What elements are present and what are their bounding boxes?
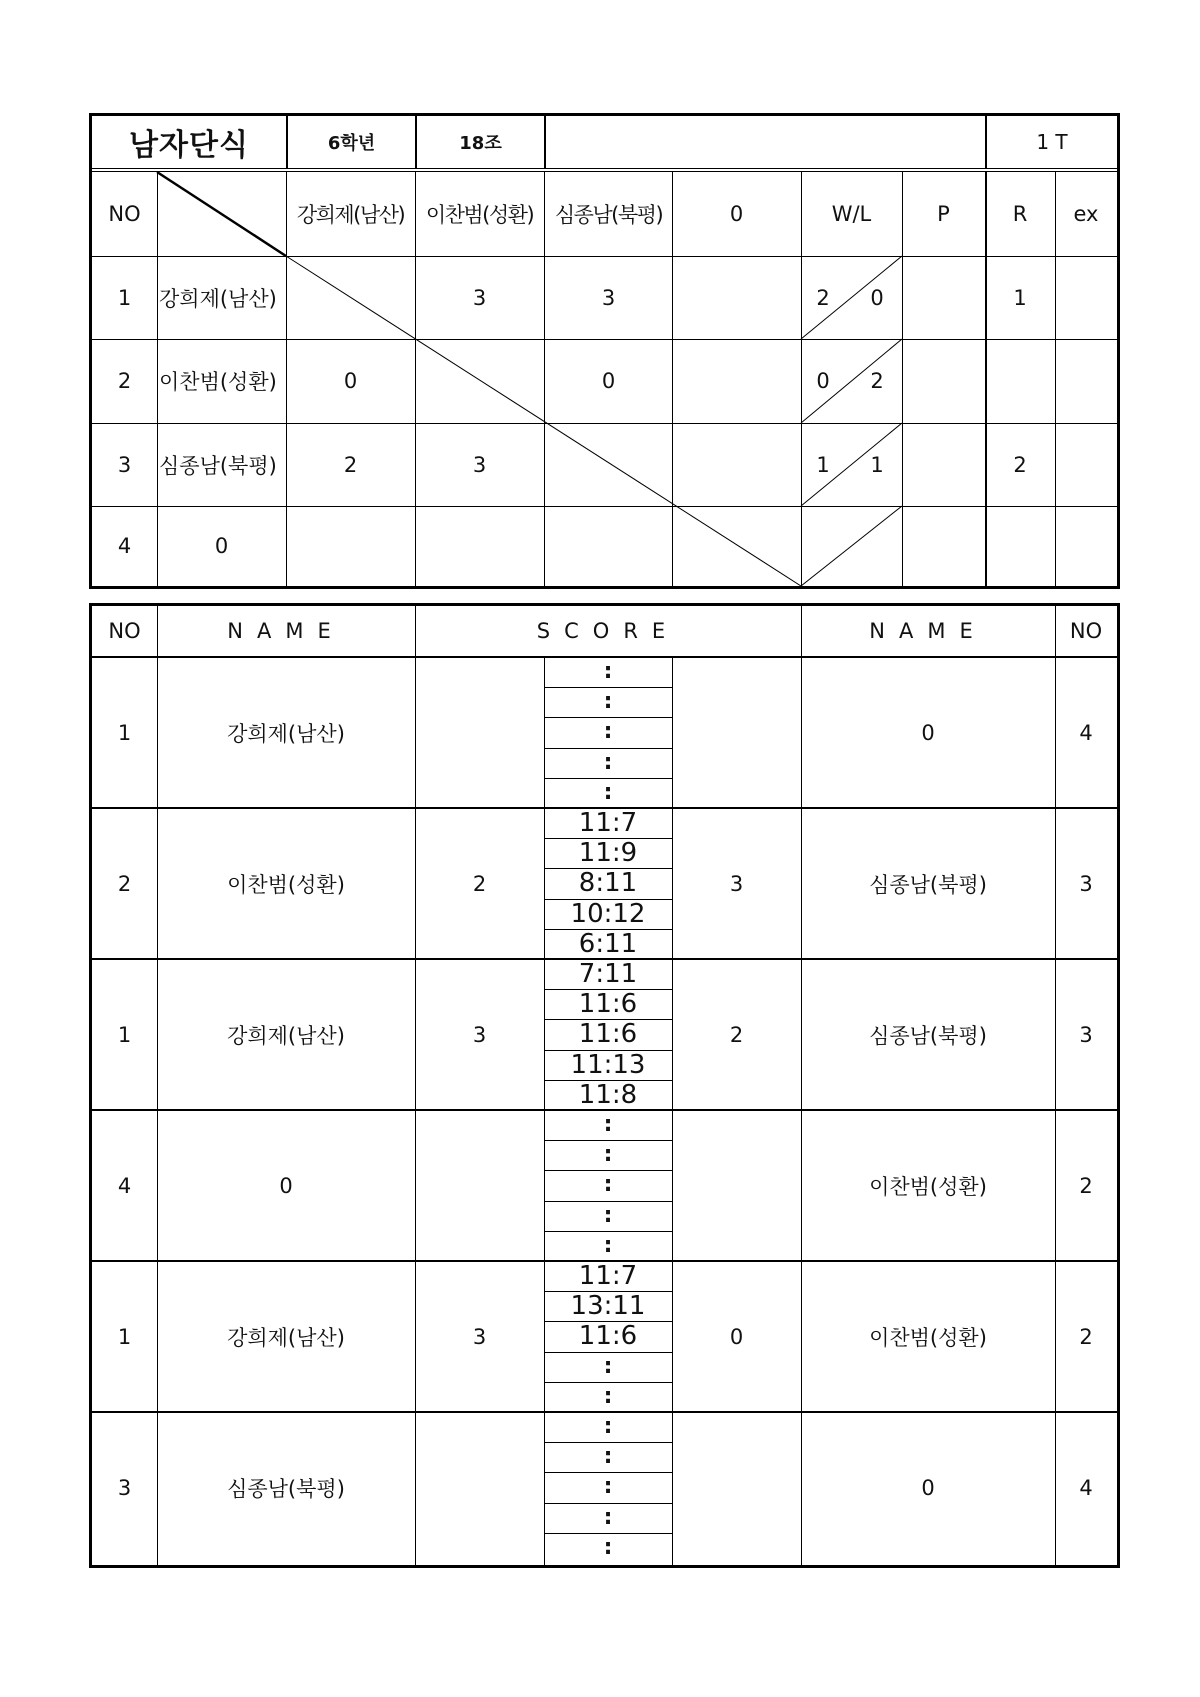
game-score: 11:7 [578,1261,638,1292]
points [902,339,985,423]
match-name-left: 심종남(북평) [227,1476,345,1501]
result-cell: 0 [601,369,616,393]
match-name-left: 강희제(남산) [227,1325,345,1350]
game-score: : [603,1202,613,1228]
result-cell [544,423,673,506]
match-no-left: 3 [117,1475,132,1500]
points [902,506,985,586]
game-score: 11:6 [578,989,638,1020]
match-sets-left [415,657,544,808]
points [902,423,985,506]
game-score: 11:6 [578,1321,638,1352]
match-table [89,603,1120,1568]
result-cell [672,256,801,339]
game-score: : [603,1414,613,1440]
match-name-right: 심종남(북평) [869,872,987,897]
row-player-name: 심종남(북평) [159,453,277,478]
result-cell: 2 [343,452,358,477]
match-sets-right [672,1110,801,1261]
grade-label: 6학년 [286,116,415,168]
match-name-left: 0 [279,1173,293,1198]
game-score: : [603,1383,613,1409]
game-score: 10:12 [570,898,646,929]
match-no-left: 2 [117,871,132,896]
match-sets-left [415,1412,544,1563]
match-sets-right: 0 [729,1324,744,1349]
league-table [89,113,1120,589]
match-no-right: 4 [1079,720,1093,745]
row-no: 2 [117,369,132,393]
row-no: 4 [117,534,132,558]
game-score: 7:11 [578,959,638,990]
match-name-right: 심종남(북평) [869,1023,987,1048]
game-score: : [603,659,613,685]
result-cell: 3 [472,452,487,477]
match-no-left: 4 [117,1173,132,1198]
match-header-name-left: NAME [227,619,345,643]
game-score: : [603,1142,613,1168]
game-score: : [603,749,613,775]
match-name-right: 이찬범(성환) [869,1174,987,1199]
result-cell [415,506,544,586]
game-score: : [603,1112,613,1138]
match-sets-right [672,1412,801,1563]
match-name-right: 이찬범(성환) [869,1325,987,1350]
col-header-player-1: 강희제(남산) [296,203,405,227]
ex [1055,256,1117,339]
match-sets-left: 2 [472,871,487,896]
wins: 0 [816,369,830,393]
result-cell [286,256,415,339]
result-cell: 3 [472,285,487,310]
result-cell [415,339,544,423]
points [902,256,985,339]
row-no: 1 [117,285,132,310]
table-number: 1 T [985,116,1117,168]
game-score: 13:11 [570,1291,646,1322]
match-sets-left: 3 [472,1022,487,1047]
losses: 0 [870,285,884,310]
wins: 2 [816,285,830,310]
match-header-no-right: NO [1069,619,1103,643]
col-header-wl: W/L [831,202,872,226]
game-score: : [603,1232,613,1258]
game-score: : [603,689,613,715]
ex [1055,423,1117,506]
rank [985,506,1055,586]
match-no-right: 2 [1079,1173,1093,1198]
game-score: 6:11 [578,928,638,959]
game-score: : [603,719,613,745]
ex [1055,506,1117,586]
col-header-player-2: 이찬범(성환) [425,203,534,227]
match-sets-left [415,1110,544,1261]
ex [1055,339,1117,423]
match-sets-right: 3 [729,871,744,896]
row-player-name: 이찬범(성환) [159,370,277,394]
wins [808,506,838,586]
match-header-score: SCORE [536,619,680,643]
match-name-left: 이찬범(성환) [227,872,345,897]
col-header-ex: ex [1073,202,1099,226]
match-no-right: 3 [1079,1022,1093,1047]
result-cell [672,506,801,586]
col-header-no: NO [108,202,141,226]
match-sets-right [672,657,801,808]
game-score: 11:9 [578,838,638,869]
match-no-right: 2 [1079,1324,1093,1349]
game-score: : [603,1444,613,1470]
result-cell [286,506,415,586]
result-cell: 0 [343,369,358,393]
event-title: 남자단식 [129,128,249,163]
game-score: : [603,779,613,805]
group-label: 18조 [415,116,544,168]
losses: 1 [870,452,884,477]
match-sets-right: 2 [729,1022,744,1047]
row-no: 3 [117,452,132,477]
match-name-left: 강희제(남산) [227,721,345,746]
game-score: : [603,1474,613,1500]
col-header-player-4: 0 [729,202,744,226]
match-sets-left: 3 [472,1324,487,1349]
game-score: 11:6 [578,1019,638,1050]
col-header-rank: R [1012,202,1028,226]
header-diagonal [157,172,286,256]
rank: 1 [1013,285,1027,310]
result-cell [672,423,801,506]
match-header-name-right: NAME [869,619,987,643]
row-player-name: 강희제(남산) [159,286,277,311]
match-no-left: 1 [117,720,132,745]
wins: 1 [816,452,830,477]
match-name-right: 0 [921,720,935,745]
losses [862,506,892,586]
game-score: 11:8 [578,1079,638,1110]
result-cell [672,339,801,423]
game-score: : [603,1353,613,1379]
game-score: : [603,1534,613,1560]
match-no-left: 1 [117,1324,132,1349]
rank [985,339,1055,423]
match-no-left: 1 [117,1022,132,1047]
match-no-right: 4 [1079,1475,1093,1500]
match-header-no-left: NO [108,619,141,643]
game-score: 8:11 [578,868,638,899]
game-score: : [603,1172,613,1198]
row-player-name: 0 [214,534,229,558]
match-name-right: 0 [921,1475,935,1500]
result-cell: 3 [601,285,616,310]
col-header-points: P [937,202,950,226]
match-no-right: 3 [1079,871,1093,896]
game-score: 11:7 [578,808,638,839]
result-cell [544,506,673,586]
game-score: 11:13 [570,1049,646,1080]
col-header-player-3: 심종남(북평) [554,203,663,227]
game-score: : [603,1504,613,1530]
rank: 2 [1013,452,1027,477]
losses: 2 [870,369,884,393]
match-name-left: 강희제(남산) [227,1023,345,1048]
